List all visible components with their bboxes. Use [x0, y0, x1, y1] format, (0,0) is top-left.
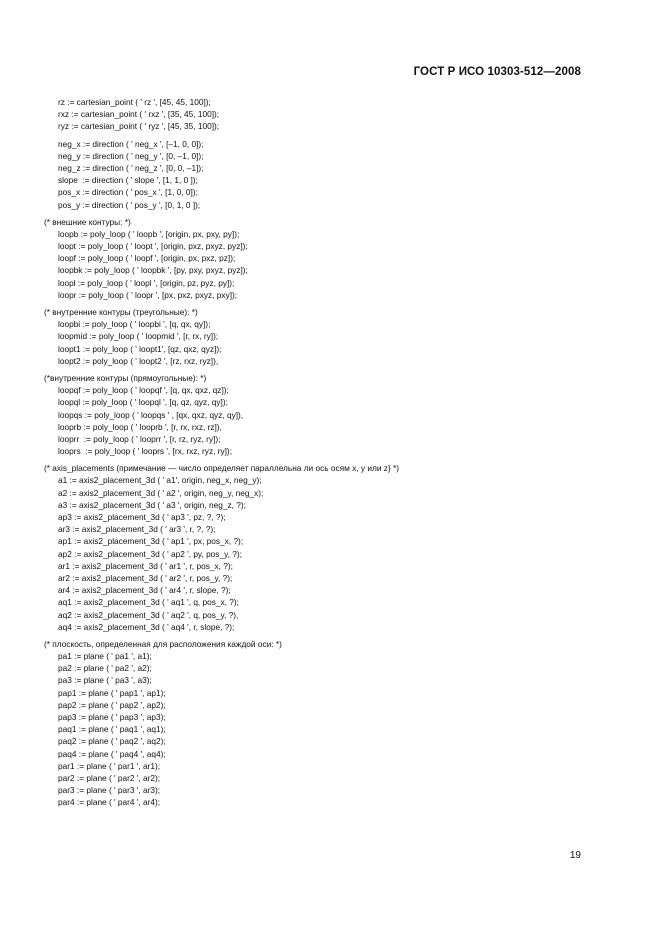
code-line: a2 := axis2_placement_3d ( ' a2 ', origin, neg_y, neg_x);: [58, 487, 264, 498]
code-block: [44, 306, 624, 367]
code-line: loopmid := poly_loop ( ' loopmid ', [r, rx, ry]);: [58, 331, 219, 342]
code-line: par2 := plane ( ' par2 ', ar2);: [58, 772, 161, 783]
code-line: loopt2 := poly_loop ( ' loopt2 ', [rz, rxz, ryz]),: [58, 355, 219, 366]
code-line: ar1 := axis2_placement_3d ( ' ar1 ', r, pos_x, ?);: [58, 560, 233, 571]
code-line: a1 := axis2_placement_3d ( ' a1', origin, neg_x, neg_y);: [58, 475, 262, 486]
code-line: pap3 := plane ( ' pap3 ', ap3);: [58, 712, 166, 722]
code-line: neg_x := direction ( ' neg_x ', [–1, 0, 0]);: [58, 138, 204, 149]
code-line: pap2 := plane ( ' pap2 ', ap2);: [58, 699, 166, 710]
code-line: loopbk := poly_loop ( ' loopbk ', [py, pxy, pxyz, pyz]);: [58, 265, 248, 276]
code-line: loopb := poly_loop ( ' loopb ', [origin, px, pxy, py]);: [58, 228, 240, 239]
code-line: looprs := poly_loop ( ' looprs ', [rx, rxz, ryz, ry]);: [58, 446, 232, 457]
comment-line: (* внутренние контуры (треугольные): *): [44, 307, 198, 317]
comment-line: (* внешние контуры: *): [44, 216, 131, 227]
code-line: loopqs := poly_loop ( ' loopqs ' , [qx, qxz, qyz, qy]),: [58, 409, 244, 420]
code-line: loopbi := poly_loop ( ' loopbi ', [q, qx, qy]);: [58, 319, 211, 330]
code-line: a3 := axis2_placement_3d ( ' a3 ', origin, neg_z, ?);: [58, 499, 246, 510]
code-line: slope := direction ( ' slope ', [1, 1, 0 ]);: [58, 175, 198, 186]
code-block: [44, 138, 624, 211]
code-line: aq2 := axis2_placement_3d ( ' aq2 ', q, pos_y, ?),: [58, 609, 239, 620]
page-number: 19: [569, 850, 581, 861]
code-line: pa3 := plane ( ' pa3 ', a3);: [58, 675, 152, 686]
code-line: par4 := plane ( ' par4 ', ar4);: [58, 797, 161, 808]
code-line: par1 := plane ( ' par1 ', ar1);: [58, 760, 161, 771]
comment-line: (* плоскость, определенная для расположения каждой оси: *): [44, 638, 282, 649]
code-listing: [44, 96, 624, 814]
code-line: loopt := poly_loop ( ' loopt ', [origin, pxz, pxyz, pyz]);: [58, 241, 248, 252]
code-block: [44, 96, 624, 133]
code-line: paq4 := plane ( ' paq4 ', aq4);: [58, 748, 166, 759]
code-line: neg_z := direction ( ' neg_z ', [0, 0, –1]);: [58, 162, 204, 173]
code-line: loopf := poly_loop ( ' loopf ', [origin, px, pxz, pz]);: [58, 253, 236, 264]
code-line: par3 := plane ( ' par3 ', ar3);: [58, 785, 161, 796]
code-block: [44, 462, 624, 633]
code-line: ryz := cartesian_point ( ' ryz ', [45, 35, 100]);: [58, 121, 220, 132]
code-line: ar3 := axis2_placement_3d ( ' ar3 ', r, ?, ?);: [58, 524, 216, 535]
code-line: pap1 := plane ( ' pap1 ', ap1);: [58, 687, 166, 698]
code-block: [44, 372, 624, 457]
code-line: loopql := poly_loop ( ' loopql ', [q, qz, qyz, qy]);: [58, 397, 228, 408]
comment-line: (*внутренние контуры (прямоугольные): *): [44, 372, 207, 383]
code-line: loopqf := poly_loop ( ' loopqf ', [q, qx, qxz, qz]);: [58, 385, 229, 396]
code-line: aq4 := axis2_placement_3d ( ' aq4 ', r, slope, ?);: [58, 621, 235, 632]
code-line: paq1 := plane ( ' paq1 ', aq1);: [58, 724, 166, 735]
code-line: pos_x := direction ( ' pos_x ', [1, 0, 0]);: [58, 187, 198, 198]
code-line: ap1 := axis2_placement_3d ( ' ap1 ', px, pos_x, ?);: [58, 536, 244, 547]
code-line: loopr := poly_loop ( ' loopr ', [px, pxz, pxyz, pxy]);: [58, 289, 238, 300]
code-line: pa2 := plane ( ' pa2 ', a2);: [58, 663, 152, 674]
document-header: ГОСТ Р ИСО 10303-512—2008: [413, 66, 581, 78]
code-line: loopt1 := poly_loop ( ' loopt1', [qz, qxz, qyz]);: [58, 343, 222, 354]
code-line: ar2 := axis2_placement_3d ( ' ar2 ', r, pos_y, ?);: [58, 572, 233, 583]
code-line: looprb := poly_loop ( ' looprb ', [r, rx, rxz, rz]),: [58, 421, 222, 432]
code-line: ar4 := axis2_placement_3d ( ' ar4 ', r, slope, ?);: [58, 585, 231, 596]
code-line: neg_y := direction ( ' neg_y ', [0, –1, 0]);: [58, 150, 204, 161]
code-line: pa1 := plane ( ' pa1 ', a1);: [58, 651, 152, 662]
code-line: ap2 := axis2_placement_3d ( ' ap2 ', py, pos_y, ?);: [58, 548, 242, 559]
code-line: loopl := poly_loop ( ' loopl ', [origin, pz, pyz, py]);: [58, 277, 235, 288]
code-line: rxz := cartesian_point ( ' rxz ', [35, 45, 100]);: [58, 109, 220, 120]
code-block: [44, 638, 624, 809]
code-line: ap3 := axis2_placement_3d ( ' ap3 ', pz, ?, ?);: [58, 512, 226, 522]
code-line: paq2 := plane ( ' paq2 ', aq2);: [58, 736, 166, 747]
comment-line: (* axis_placements (примечание — число определяет параллельна ли ось осям x, y или z} *): [44, 463, 399, 474]
code-block: [44, 216, 624, 301]
code-line: aq1 := axis2_placement_3d ( ' aq1 ', q, pos_x, ?);: [58, 597, 239, 608]
code-line: pos_y := direction ( ' pos_y ', [0, 1, 0 ]);: [58, 199, 201, 210]
code-line: rz := cartesian_point ( ' rz ', [45, 45, 100]);: [58, 97, 211, 107]
code-line: looprr := poly_loop ( ' looprr ', [r, rz, ryz, ry]);: [58, 433, 221, 444]
